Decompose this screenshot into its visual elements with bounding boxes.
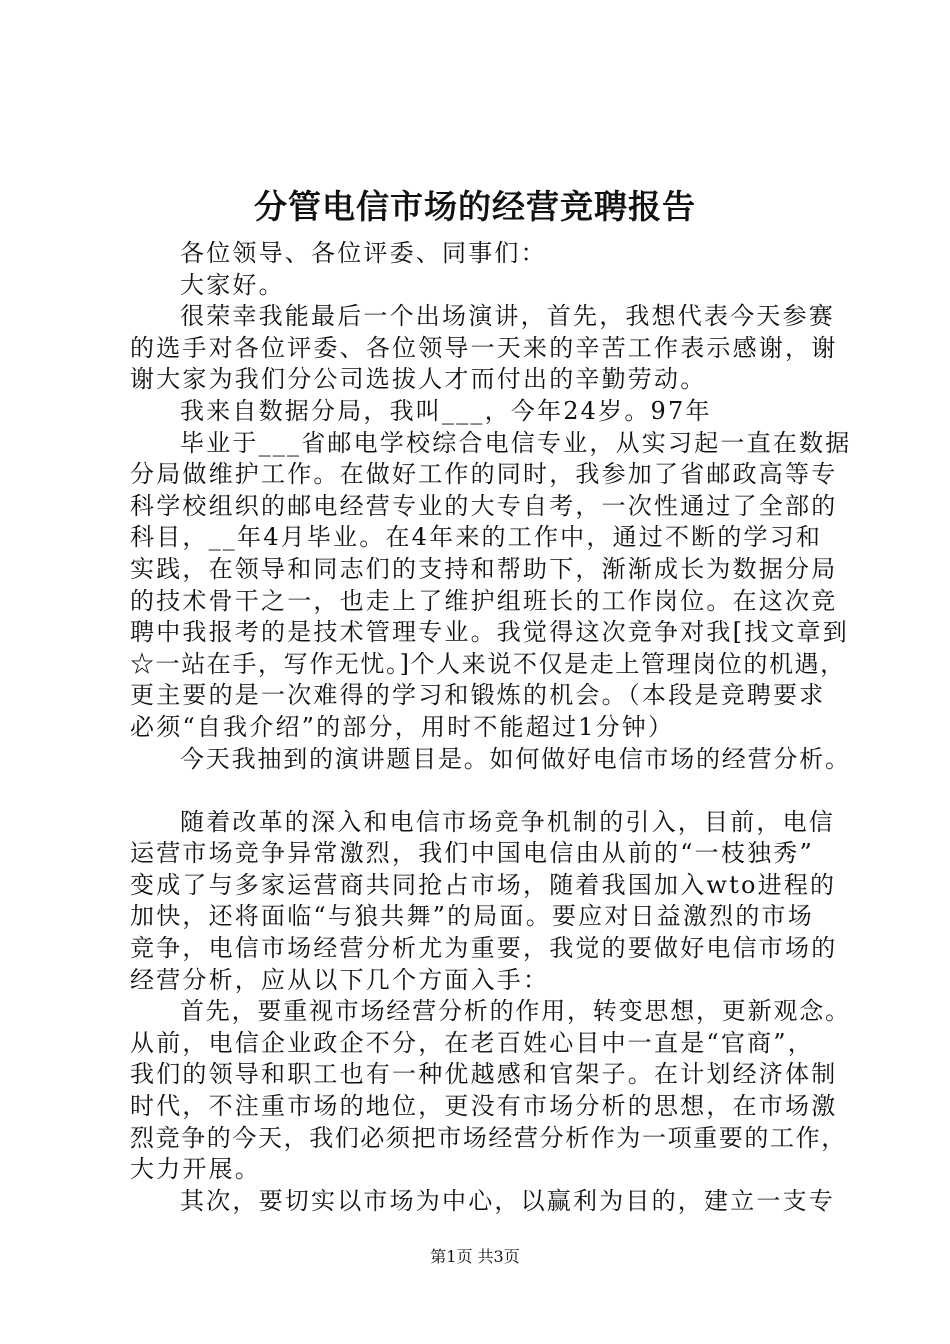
paragraph-line: 首先，要重视市场经营分析的作用，转变思想，更新观念。: [180, 997, 851, 1026]
paragraph-line: 我们的领导和职工也有一种优越感和官架子。在计划经济体制: [130, 1060, 838, 1089]
paragraph-line: 科学校组织的邮电经营专业的大专自考，一次性通过了全部的: [130, 491, 838, 520]
paragraph-line: 运营市场竞争异常激烈，我们中国电信由从前的“一枝独秀”: [130, 839, 814, 868]
paragraph-line: 的选手对各位评委、各位领导一天来的辛苦工作表示感谢，谢: [130, 333, 838, 362]
paragraph-line: 实践，在领导和同志们的支持和帮助下，渐渐成长为数据分局: [130, 554, 838, 583]
paragraph-line: 很荣幸我能最后一个出场演讲，首先，我想代表今天参赛: [180, 302, 835, 331]
paragraph-line: 我来自数据分局，我叫___，今年24岁。97年: [180, 396, 712, 425]
paragraph-line: 从前，电信企业政企不分，在老百姓心目中一直是“官商”，: [130, 1028, 814, 1057]
paragraph-line: 大力开展。: [130, 1155, 261, 1184]
paragraph-line: 毕业于___省邮电学校综合电信专业，从实习起一直在数据: [180, 428, 852, 457]
page-footer: 第1页 共3页: [430, 1247, 520, 1266]
salutation-line: 大家好。: [180, 270, 285, 299]
paragraph-line: 的技术骨干之一，也走上了维护组班长的工作岗位。在这次竞: [130, 586, 838, 615]
paragraph-line: 烈竞争的今天，我们必须把市场经营分析作为一项重要的工作，: [130, 1123, 847, 1152]
paragraph-line: 必须“自我介绍”的部分，用时不能超过1分钟）: [130, 712, 675, 741]
paragraph-line: 竞争，电信市场经营分析尤为重要，我觉的要做好电信市场的: [130, 934, 838, 963]
paragraph-line: 变成了与多家运营商共同抢占市场，随着我国加入wto进程的: [130, 870, 837, 899]
paragraph-line: 时代，不注重市场的地位，更没有市场分析的思想，在市场激: [130, 1092, 838, 1121]
paragraph-line: 聘中我报考的是技术管理专业。我觉得这次竞争对我[找文章到: [130, 618, 849, 647]
greeting-line: 各位领导、各位评委、同事们：: [180, 239, 547, 267]
paragraph-line: 今天我抽到的演讲题目是。如何做好电信市场的经营分析。: [180, 744, 851, 773]
paragraph-line: 经营分析，应从以下几个方面入手：: [130, 965, 550, 994]
document-title: 分管电信市场的经营竞聘报告: [254, 187, 696, 226]
paragraph-line: 更主要的是一次难得的学习和锻炼的机会。（本段是竞聘要求: [130, 681, 826, 710]
paragraph-line: ☆一站在手，写作无忧。]个人来说不仅是走上管理岗位的机遇，: [130, 649, 846, 678]
paragraph-line: 分局做维护工作。在做好工作的同时，我参加了省邮政高等专: [130, 460, 838, 489]
paragraph-line: 随着改革的深入和电信市场竞争机制的引入，目前，电信: [180, 807, 835, 836]
document-body: [130, 238, 850, 1217]
paragraph-line: 谢大家为我们分公司选拔人才而付出的辛勤劳动。: [130, 365, 707, 394]
paragraph-line: 其次，要切实以市场为中心，以赢利为目的，建立一支专: [180, 1186, 835, 1215]
blank-line: [130, 775, 850, 807]
paragraph-line: 科目，__年4月毕业。在4年来的工作中，通过不断的学习和: [130, 523, 823, 552]
paragraph-line: 加快，还将面临“与狼共舞”的局面。要应对日益激烈的市场: [130, 902, 814, 931]
